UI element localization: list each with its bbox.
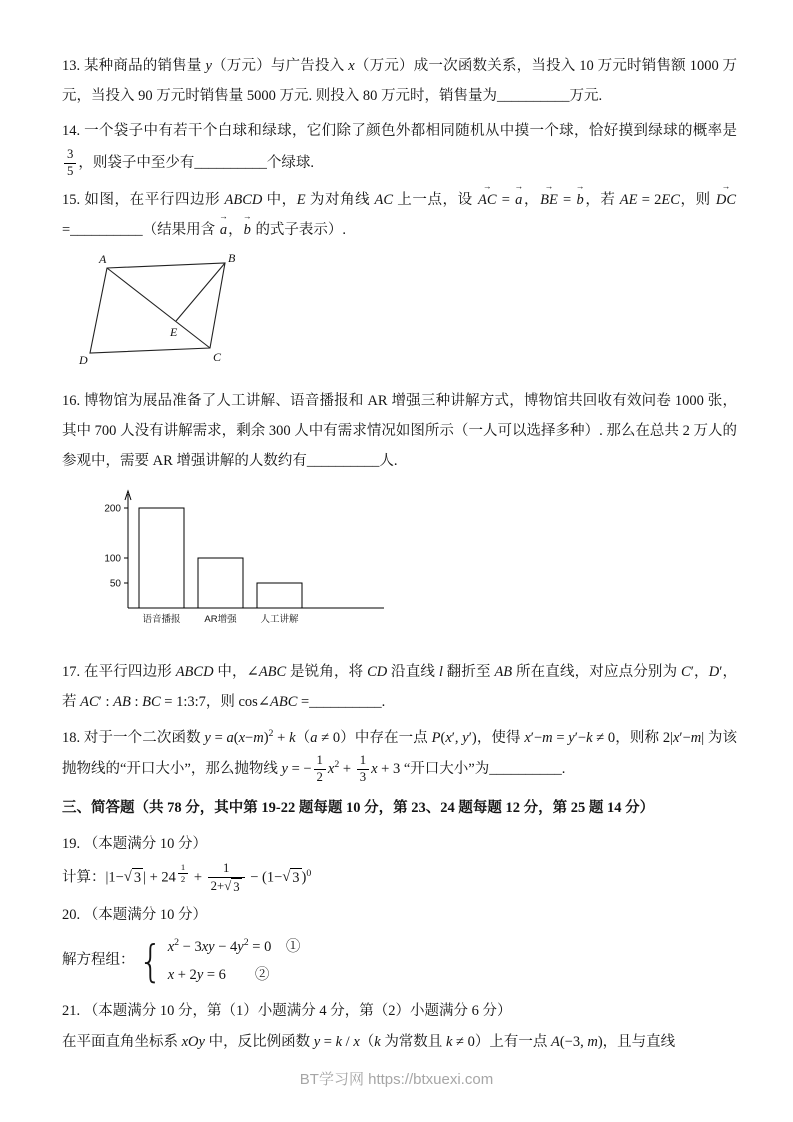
section-3-title: 三、简答题（共 78 分，其中第 19-22 题每题 10 分，第 23、24 题每题 12 分，第 25 题 14 分） [62, 800, 655, 817]
bar-人工讲解 [257, 583, 302, 608]
problem-21-text: 在平面直角坐标系 xOy 中，反比例函数 y = k / x（k 为常数且 k ≠ 0）上有一点 A(−3, m)，且与直线 [62, 1034, 676, 1051]
vertex-label-C: C [213, 349, 222, 364]
watermark-footer: BT学习网 https://btxuexi.com [299, 1071, 494, 1089]
vertex-label-B: B [228, 251, 236, 265]
x-category-label: AR增强 [204, 614, 237, 626]
bar-chart-svg [84, 482, 389, 640]
problem-16: 16. 博物馆为展品准备了人工讲解、语音播报和 AR 增强三种讲解方式，博物馆共回收有效问卷 1000 张，其中 700 人没有讲解需求，剩余 300 人中有需求情况如图所示（一人可以选择多种）. 那么在总共 2 万人的参观中，需要 AR 增强讲解的人数约有__________人. [62, 393, 737, 469]
parallelogram-svg [62, 252, 254, 370]
bar-语音播报 [139, 508, 184, 608]
vertex-label-D: D [79, 352, 88, 367]
vertex-label-A: A [99, 251, 107, 266]
left-brace: { [138, 935, 163, 987]
problem-17: 17. 在平行四边形 ABCD 中，∠ABC 是锐角，将 CD 沿直线 l 翻折至 AB 所在直线，对应点分别为 C′，D′，若 AC′ : AB : BC = 1:3:7，则 cos∠ABC =__________. [62, 664, 738, 710]
y-tick-label: 50 [109, 578, 121, 590]
segment-BE [176, 263, 225, 321]
equation-2: x + 2y = 6 ② [167, 967, 270, 984]
y-tick-label: 100 [104, 553, 121, 565]
x-category-label: 语音播报 [142, 614, 181, 626]
problem-15: 15. 如图，在平行四边形 ABCD 中，E 为对角线 AC 上一点，设 AC → = a →，BE → = b →，若 AE = 2EC，则 DC → =__________（结果用含 a →，b → 的式子表示）. [62, 186, 737, 245]
diagonal-AC [107, 268, 210, 348]
problem-20-system [62, 933, 737, 990]
problem-18: 18. 对于一个二次函数 $y = a(x-m)^2 + k(a \ne 0)$中存在一点 P(x′, y′)，使得 x′−m = y′−k ≠ 0，则称 2|x′−m| 为该抛物线的“开口大小”，那么抛物线 y = − $\frac{1}{2}$ $x^2$ + $\frac{1}{3}$ x + 3 “开口大小”为__________. [62, 727, 737, 785]
x-category-label: 人工讲解 [260, 614, 299, 626]
problem-13: 13. 某种商品的销售量 y（万元）与广告投入 x（万元）成一次函数关系，当投入 10 万元时销售额 1000 万元，当投入 90 万元时销售量 5000 万元. 则投入 80 万元时，销售量为__________万元. [62, 58, 738, 104]
problem-20-header: 20. （本题满分 10 分） [62, 907, 207, 924]
equation-column [168, 933, 301, 990]
y-tick-label: 200 [104, 503, 121, 515]
problem-14: 14. 一个袋子中有若干个白球和绿球，它们除了颜色外都相同随机从中摸一个球，恰好摸到绿球的概率是 $\frac{3}{5}$ ，则袋子中至少有__________个绿球. [62, 123, 737, 179]
problem-19-formula: 计算：|1− √ 3 | + 24 $^{\frac{1}{2}}$ + 1 2+ √ 3 − (1− √ 3 )$^0$ [62, 860, 312, 894]
figure-parallelogram [62, 252, 737, 382]
bar-AR增强 [198, 558, 243, 608]
solve-system-label: 解方程组： [62, 952, 135, 969]
problem-21-header: 21. （本题满分 10 分，第（1）小题满分 4 分，第（2）小题满分 6 分） [62, 1003, 512, 1020]
problem-19-header: 19. （本题满分 10 分） [62, 835, 207, 852]
parallelogram-outline [90, 263, 225, 353]
survey-chart [84, 482, 737, 652]
point-label-E: E [170, 324, 178, 339]
equation-1: $x^2 - 3xy - 4y^2 = 0$ ① [167, 937, 301, 955]
